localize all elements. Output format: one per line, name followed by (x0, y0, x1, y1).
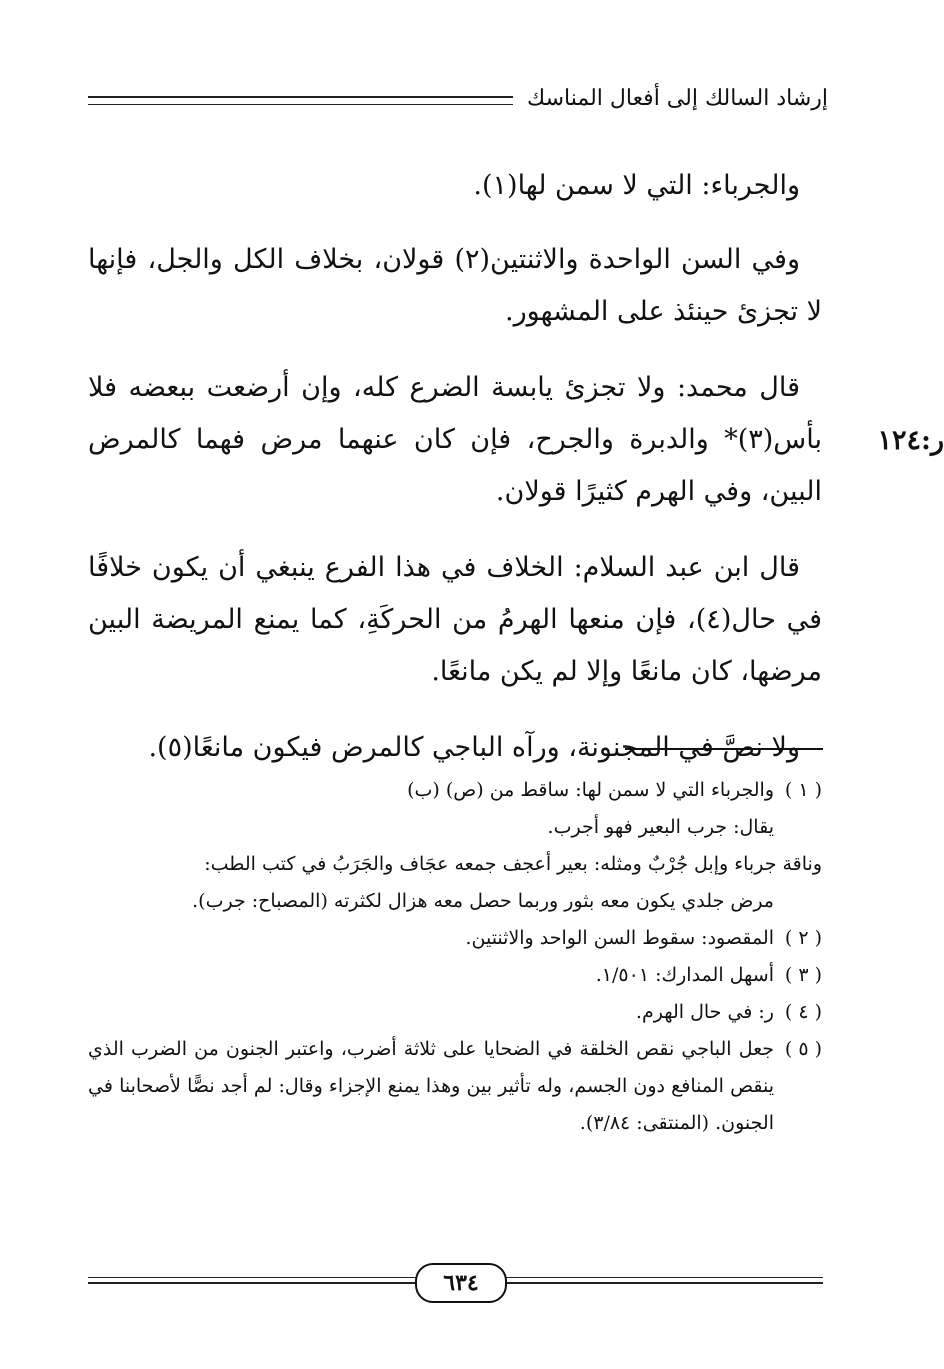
paragraph: ولا نصَّ في المجنونة، ورآه الباجي كالمرض فيكون مانعًا(٥). (148, 732, 800, 763)
footnote-4 (88, 994, 822, 1031)
footnote-number: ( ٤ ) (784, 1001, 822, 1023)
main-text (88, 160, 822, 798)
paragraph: قال محمد: ولا تجزئ يابسة الضرع كله، وإن أرضعت ببعضه فلا بأس(٣)* والدبرة والجرح، فإن كان عنهما مرض فهما كالمرض البين، وفي الهرم كثيرًا قولان. (88, 372, 822, 507)
footnote-1 (88, 772, 822, 809)
footnote-1-line-3: وناقة جرباء وإبل جُرْبٌ ومثله: بعير أعجف جمعه عجَاف والجَرَبُ في كتب الطب: (204, 853, 822, 875)
footnote-text: والجرباء التي لا سمن لها: ساقط من (ص) (ب) (407, 779, 774, 801)
page-footer (88, 1263, 823, 1303)
footnote-separator (625, 748, 823, 750)
footnote-number: ( ٢ ) (784, 927, 822, 949)
paragraph: قال ابن عبد السلام: الخلاف في هذا الفرع ينبغي أن يكون خلافًا في حال(٤)، فإن منعها الهرمُ من الحركَةِ، كما يمنع المريضة البين مرضها، كان مانعًا وإلا لم يكن مانعًا. (88, 552, 822, 687)
footnote-text: ر: في حال الهرم. (635, 1001, 774, 1023)
running-header (88, 78, 828, 118)
book-title: إرشاد السالك إلى أفعال المناسك (527, 85, 828, 111)
footnote-5 (88, 1031, 822, 1142)
paragraph: وفي السن الواحدة والاثنتين(٢) قولان، بخلاف الكل والجل، فإنها لا تجزئ حينئذ على المشهور. (88, 244, 822, 327)
page-number: ٦٣٤ (415, 1263, 507, 1303)
footnote-number: ( ٣ ) (784, 964, 822, 986)
header-rule (88, 96, 513, 105)
footnote-1-line-4: مرض جلدي يكون معه بثور وربما حصل معه هزال لكثرته (المصباح: جرب). (192, 890, 774, 912)
footnote-3 (88, 957, 822, 994)
footnote-number: ( ٥ ) (784, 1038, 822, 1060)
footnotes (88, 772, 822, 1142)
paragraph: والجرباء: التي لا سمن لها(١). (473, 170, 800, 201)
footnote-text: جعل الباجي نقص الخلقة في الضحايا على ثلاثة أضرب، واعتبر الجنون من الضرب الذي ينقص المنافع دون الجسم، وله تأثير بين وهذا يمنع الإجزاء وقال: لم أجد نصًّا لأصحابنا في الجنون. (المنتقى: ٣/٨٤). (88, 1038, 774, 1134)
footnote-text: أسهل المدارك: ١/٥٠١. (595, 964, 774, 986)
footnote-text: المقصود: سقوط السن الواحد والاثنتين. (465, 927, 774, 949)
margin-reference: ر:١٢٤ (877, 425, 944, 456)
footnote-number: ( ١ ) (784, 779, 822, 801)
footnote-1-line-2: يقال: جرب البعير فهو أجرب. (547, 816, 774, 838)
footnote-2 (88, 920, 822, 957)
